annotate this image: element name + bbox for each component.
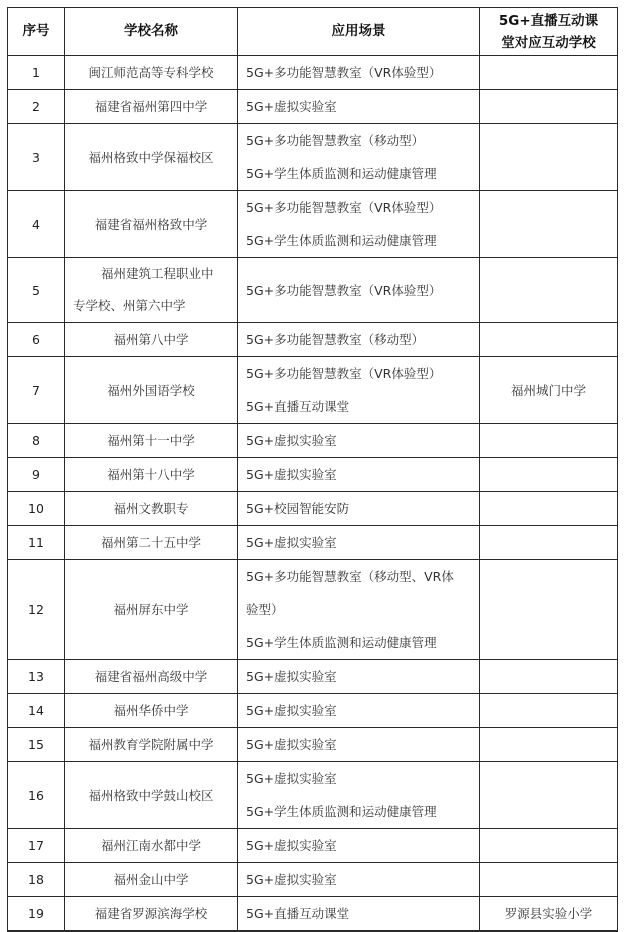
table-row: [8, 90, 618, 124]
row-partner: 罗源县实验小学: [480, 897, 618, 931]
row-scene: [238, 124, 480, 191]
row-school: [65, 931, 238, 932]
row-index: 3: [8, 124, 65, 191]
row-school: 福建省罗源滨海学校: [65, 897, 238, 931]
row-index: 8: [8, 424, 65, 458]
row-index: 14: [8, 694, 65, 728]
row-school: 福建省福州高级中学: [65, 660, 238, 694]
row-index: [8, 931, 65, 932]
row-scene: [238, 931, 480, 932]
table-row: [8, 458, 618, 492]
table-row: [8, 660, 618, 694]
scene-item: 5G+多功能智慧教室（VR体验型）: [246, 200, 442, 215]
scene-item: 5G+虚拟实验室: [246, 669, 337, 684]
row-partner: [480, 458, 618, 492]
school-name-line1: 福州建筑工程职业中: [101, 266, 214, 281]
scene-item: 5G+多功能智慧教室（VR体验型）: [246, 282, 442, 298]
row-school: 福州文教职专: [65, 492, 238, 526]
table-row: [8, 526, 618, 560]
row-partner: [480, 424, 618, 458]
header-school: 学校名称: [65, 8, 238, 56]
schools-table-container: [7, 7, 618, 932]
row-index: 15: [8, 728, 65, 762]
table-row: [8, 560, 618, 660]
row-scene: [238, 357, 480, 424]
header-partner-line1: 5G+直播互动课: [498, 12, 599, 29]
row-school: 福建省福州第四中学: [65, 90, 238, 124]
row-scene: [238, 526, 480, 560]
table-header-row: [8, 8, 618, 56]
table-row: [8, 191, 618, 258]
scene-item: 5G+虚拟实验室: [246, 703, 337, 718]
row-scene: [238, 90, 480, 124]
row-school: 福州格致中学鼓山校区: [65, 762, 238, 829]
table-row-partial: [8, 931, 618, 932]
scene-item: 5G+多功能智慧教室（移动型、VR体: [246, 569, 454, 584]
row-partner: [480, 560, 618, 660]
row-partner: 福州城门中学: [480, 357, 618, 424]
table-row: [8, 863, 618, 897]
row-index: 13: [8, 660, 65, 694]
header-index: 序号: [8, 8, 65, 56]
scene-item: 5G+虚拟实验室: [246, 535, 337, 550]
row-school: 闽江师范高等专科学校: [65, 56, 238, 90]
row-partner: [480, 931, 618, 932]
table-row: [8, 694, 618, 728]
row-school: 福州华侨中学: [65, 694, 238, 728]
row-index: 7: [8, 357, 65, 424]
table-row: [8, 56, 618, 90]
scene-item: 5G+学生体质监测和运动健康管理: [246, 166, 437, 181]
row-school: 福州外国语学校: [65, 357, 238, 424]
row-school: [65, 258, 238, 323]
row-partner: [480, 492, 618, 526]
row-scene: [238, 560, 480, 660]
header-partner-line2: 堂对应互动学校: [501, 34, 596, 51]
row-index: 1: [8, 56, 65, 90]
scene-item: 5G+多功能智慧教室（移动型）: [246, 332, 425, 347]
scene-item: 5G+虚拟实验室: [246, 838, 337, 853]
table-row: [8, 323, 618, 357]
table-row: [8, 258, 618, 323]
scene-item: 5G+多功能智慧教室（移动型）: [246, 133, 425, 148]
row-index: 11: [8, 526, 65, 560]
scene-item: 5G+虚拟实验室: [246, 771, 337, 786]
row-scene: [238, 829, 480, 863]
row-scene: [238, 762, 480, 829]
row-school: 福建省福州格致中学: [65, 191, 238, 258]
row-partner: [480, 56, 618, 90]
row-school: 福州屏东中学: [65, 560, 238, 660]
row-scene: [238, 323, 480, 357]
header-partner: [480, 8, 618, 56]
scene-item: 5G+虚拟实验室: [246, 737, 337, 752]
row-partner: [480, 124, 618, 191]
row-partner: [480, 191, 618, 258]
row-partner: [480, 323, 618, 357]
row-index: 17: [8, 829, 65, 863]
scene-item: 5G+虚拟实验室: [246, 433, 337, 448]
row-index: 4: [8, 191, 65, 258]
row-partner: [480, 762, 618, 829]
scene-item: 5G+多功能智慧教室（VR体验型）: [246, 65, 442, 80]
row-index: 12: [8, 560, 65, 660]
row-scene: [238, 897, 480, 931]
table-row: [8, 829, 618, 863]
row-partner: [480, 694, 618, 728]
row-scene: [238, 458, 480, 492]
row-index: 9: [8, 458, 65, 492]
row-school: 福州第十八中学: [65, 458, 238, 492]
scene-item: 5G+校园智能安防: [246, 501, 350, 516]
table-row: [8, 357, 618, 424]
row-scene: [238, 660, 480, 694]
table-row: [8, 124, 618, 191]
scene-item: 5G+多功能智慧教室（VR体验型）: [246, 366, 442, 381]
row-partner: [480, 660, 618, 694]
table-row: [8, 897, 618, 931]
row-partner: [480, 258, 618, 323]
row-school: 福州第八中学: [65, 323, 238, 357]
row-scene: [238, 191, 480, 258]
row-scene: [238, 258, 480, 323]
row-scene: [238, 863, 480, 897]
row-school: 福州格致中学保福校区: [65, 124, 238, 191]
scene-item: 5G+直播互动课堂: [246, 399, 350, 414]
row-scene: [238, 728, 480, 762]
row-partner: [480, 526, 618, 560]
table-row: [8, 762, 618, 829]
row-scene: [238, 492, 480, 526]
scene-item: 5G+虚拟实验室: [246, 99, 337, 114]
row-index: 16: [8, 762, 65, 829]
scene-item: 5G+学生体质监测和运动健康管理: [246, 233, 437, 248]
row-index: 5: [8, 258, 65, 323]
table-row: [8, 728, 618, 762]
row-school: 福州金山中学: [65, 863, 238, 897]
scene-item: 5G+学生体质监测和运动健康管理: [246, 635, 437, 650]
row-partner: [480, 728, 618, 762]
scene-item: 5G+虚拟实验室: [246, 872, 337, 887]
row-school: 福州第十一中学: [65, 424, 238, 458]
scene-item: 5G+学生体质监测和运动健康管理: [246, 804, 437, 819]
row-index: 18: [8, 863, 65, 897]
school-name-line2: 专学校、州第六中学: [73, 298, 186, 313]
scene-item: 5G+直播互动课堂: [246, 906, 350, 921]
row-index: 2: [8, 90, 65, 124]
row-index: 6: [8, 323, 65, 357]
row-scene: [238, 424, 480, 458]
row-school: 福州江南水都中学: [65, 829, 238, 863]
row-partner: [480, 829, 618, 863]
schools-5g-table: [7, 7, 618, 932]
header-scene: 应用场景: [238, 8, 480, 56]
row-scene: [238, 56, 480, 90]
row-scene: [238, 694, 480, 728]
scene-item-continued: 验型）: [246, 602, 284, 617]
row-partner: [480, 90, 618, 124]
scene-item: 5G+虚拟实验室: [246, 467, 337, 482]
table-row: [8, 492, 618, 526]
row-school: 福州第二十五中学: [65, 526, 238, 560]
row-partner: [480, 863, 618, 897]
table-row: [8, 424, 618, 458]
row-index: 19: [8, 897, 65, 931]
row-index: 10: [8, 492, 65, 526]
row-school: 福州教育学院附属中学: [65, 728, 238, 762]
